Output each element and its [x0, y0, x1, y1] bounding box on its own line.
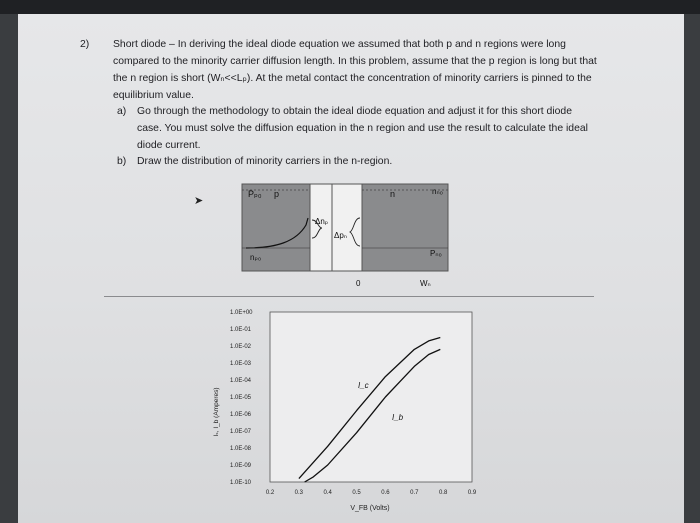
iv-chart — [200, 300, 500, 518]
question-number: 2) — [80, 39, 90, 50]
wn-label: Wₙ — [420, 279, 431, 288]
y-tick-label: 1.0E-09 — [230, 463, 252, 469]
x-tick-label: 0.9 — [467, 490, 477, 496]
y-tick-label: 1.0E-07 — [230, 429, 252, 435]
ic-annotation: I_c — [358, 381, 369, 390]
y-tick-label: 1.0E-01 — [230, 327, 252, 333]
x-tick-label: 0.2 — [265, 490, 275, 496]
n-side-top-label: nₙ₀ — [432, 187, 443, 196]
y-tick-label: 1.0E-04 — [230, 378, 252, 384]
x-tick-label: 0.3 — [294, 490, 304, 496]
part-a-text: Go through the methodology to obtain the ideal diode equation and adjust it for this short diode case. You must solve the diffusion equation in the n region and use the result to calculate the ideal diode current. — [137, 106, 588, 151]
y-tick-label: 1.0E-10 — [230, 480, 252, 486]
cursor-arrow-icon: ➤ — [194, 195, 204, 207]
x-tick-label: 0.5 — [352, 490, 361, 496]
depletion-right — [332, 184, 362, 271]
y-tick-label: 1.0E-05 — [230, 395, 252, 401]
y-axis-title: Iₛ, I_b (Amperes) — [213, 387, 220, 437]
part-b-text: Draw the distribution of minority carriers in the n-region. — [137, 156, 393, 167]
x-axis-title: V_FB (Volts) — [350, 505, 390, 512]
plot-area — [270, 312, 472, 482]
section-divider — [104, 296, 594, 297]
x-tick-label: 0.7 — [410, 490, 419, 496]
x-tick-label: 0.4 — [323, 490, 332, 496]
y-tick-label: 1.0E+00 — [230, 310, 253, 316]
p-label: p — [274, 189, 280, 199]
ib-annotation: I_b — [392, 413, 404, 422]
part-a-label: a) — [117, 106, 127, 117]
carrier-distribution-diagram — [236, 180, 466, 290]
p-side-top-label: Pₚ₀ — [248, 189, 262, 199]
y-tick-label: 1.0E-06 — [230, 412, 252, 418]
question-intro: Short diode – In deriving the ideal diode equation we assumed that both p and n regions were long compared to the minority carrier diffusion length. In this problem, assume that the p region is long but that the n region is short (Wₙ<<Lₚ). At the metal contact the concentration of minority carriers is pinned to the equilibrium value. — [113, 39, 597, 101]
pn0-label: Pₙ₀ — [430, 249, 442, 258]
screen-top-bar — [0, 0, 700, 14]
x-tick-label: 0.6 — [381, 490, 390, 496]
part-b-label: b) — [117, 156, 127, 167]
x-tick-label: 0.8 — [438, 490, 448, 496]
y-tick-label: 1.0E-02 — [230, 344, 252, 350]
origin-label: 0 — [356, 279, 361, 288]
y-tick-label: 1.0E-03 — [230, 361, 252, 367]
n-label: n — [390, 189, 396, 199]
delta-n-label: Δnₚ — [315, 217, 329, 226]
delta-p-label: Δpₙ — [334, 231, 347, 240]
np0-label: nₚ₀ — [250, 253, 262, 262]
y-tick-label: 1.0E-08 — [230, 446, 252, 452]
